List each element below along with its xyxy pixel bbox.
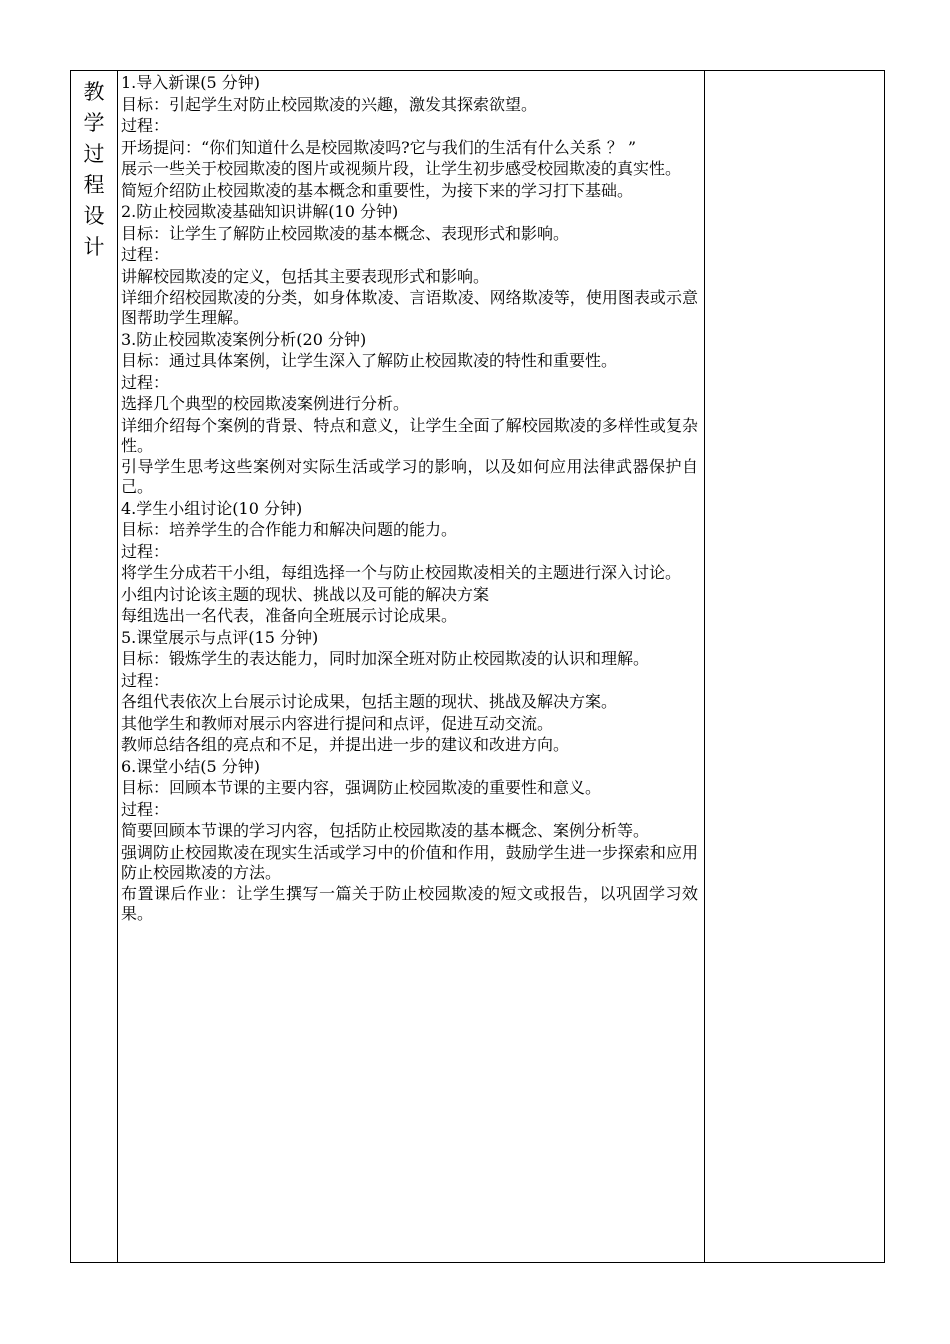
content-paragraph: 每组选出一名代表，准备向全班展示讨论成果。 xyxy=(121,606,458,625)
content-paragraph: 简短介绍防止校园欺凌的基本概念和重要性，为接下来的学习打下基础。 xyxy=(121,180,634,200)
content-paragraph: 讲解校园欺凌的定义，包括其主要表现形式和影响。 xyxy=(121,266,490,286)
content-paragraph: 过程： xyxy=(121,799,170,819)
section-label-char: 教 xyxy=(83,80,105,104)
content-paragraph: 3.防止校园欺凌案例分析(20 分钟) xyxy=(121,329,367,349)
section-label-char: 设 xyxy=(83,204,105,228)
content-paragraph: 过程： xyxy=(121,245,170,264)
content-paragraph: 目标：培养学生的合作能力和解决问题的能力。 xyxy=(121,520,458,539)
notes-column xyxy=(705,71,884,1262)
content-paragraph: 各组代表依次上台展示讨论成果，包括主题的现状、挑战及解决方案。 xyxy=(121,692,618,711)
content-paragraph: 6.课堂小结(5 分钟) xyxy=(121,756,261,776)
content-paragraph: 过程： xyxy=(121,116,170,135)
teaching-process-content xyxy=(118,71,705,1262)
content-paragraph: 教师总结各组的亮点和不足，并提出进一步的建议和改进方向。 xyxy=(121,735,570,754)
content-paragraph: 过程： xyxy=(121,670,170,690)
content-paragraph: 过程： xyxy=(121,541,170,561)
content-paragraph: 选择几个典型的校园欺凌案例进行分析。 xyxy=(121,394,410,413)
content-paragraph: 详细介绍校园欺凌的分类，如身体欺凌、言语欺凌、网络欺凌等，使用图表或示意图帮助学生理解。 xyxy=(121,288,698,327)
section-label-char: 学 xyxy=(83,111,105,135)
content-paragraph: 布置课后作业：让学生撰写一篇关于防止校园欺凌的短文或报告，以巩固学习效果。 xyxy=(121,884,698,923)
content-paragraph: 开场提问：“你们知道什么是校园欺凌吗?它与我们的生活有什么关系 ？ ” xyxy=(121,137,637,157)
section-label-char: 程 xyxy=(83,173,105,197)
content-paragraph: 其他学生和教师对展示内容进行提问和点评，促进互动交流。 xyxy=(121,713,554,733)
content-paragraph: 将学生分成若干小组，每组选择一个与防止校园欺凌相关的主题进行深入讨论。 xyxy=(121,563,682,582)
lesson-plan-table xyxy=(70,70,885,1263)
content-paragraph: 4.学生小组讨论(10 分钟) xyxy=(121,498,303,518)
content-paragraph: 展示一些关于校园欺凌的图片或视频片段，让学生初步感受校园欺凌的真实性。 xyxy=(121,159,682,178)
content-paragraph: 目标：回顾本节课的主要内容，强调防止校园欺凌的重要性和意义。 xyxy=(121,778,602,797)
content-paragraph: 小组内讨论该主题的现状、挑战以及可能的解决方案 xyxy=(121,584,490,604)
content-paragraph: 简要回顾本节课的学习内容，包括防止校园欺凌的基本概念、案例分析等。 xyxy=(121,821,650,840)
content-paragraph: 过程： xyxy=(121,372,170,392)
content-paragraph: 目标：让学生了解防止校园欺凌的基本概念、表现形式和影响。 xyxy=(121,223,570,243)
content-paragraph: 详细介绍每个案例的背景、特点和意义，让学生全面了解校园欺凌的多样性或复杂性。 xyxy=(121,415,698,455)
section-label-column xyxy=(71,71,118,1262)
section-label-char: 计 xyxy=(83,235,105,259)
content-paragraph: 强调防止校园欺凌在现实生活或学习中的价值和作用，鼓励学生进一步探索和应用防止校园欺凌的方法。 xyxy=(121,842,698,882)
section-label-char: 过 xyxy=(83,142,105,166)
content-paragraph: 1.导入新课(5 分钟) xyxy=(121,73,261,92)
content-paragraph: 目标：通过具体案例，让学生深入了解防止校园欺凌的特性和重要性。 xyxy=(121,351,618,370)
content-paragraph: 2.防止校园欺凌基础知识讲解(10 分钟) xyxy=(121,202,399,221)
content-paragraph: 5.课堂展示与点评(15 分钟) xyxy=(121,627,319,647)
content-paragraph: 目标：锻炼学生的表达能力，同时加深全班对防止校园欺凌的认识和理解。 xyxy=(121,649,650,668)
content-paragraph: 目标：引起学生对防止校园欺凌的兴趣，激发其探索欲望。 xyxy=(121,94,538,114)
content-paragraph: 引导学生思考这些案例对实际生活或学习的影响，以及如何应用法律武器保护自己。 xyxy=(121,457,698,496)
